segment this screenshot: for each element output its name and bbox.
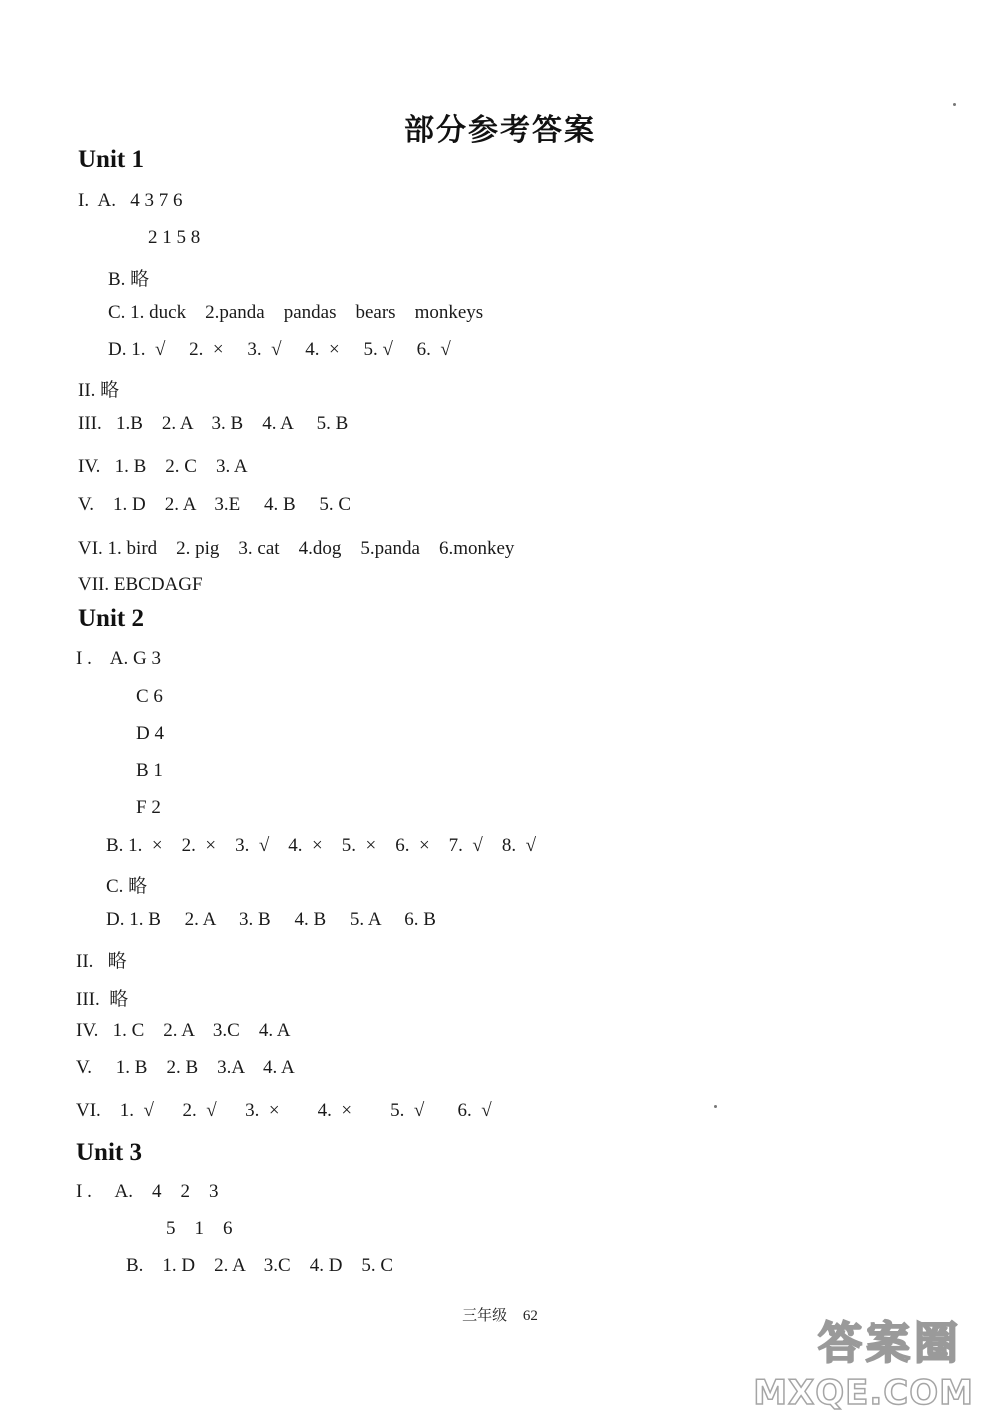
unit-2-line-9: II. 略 — [76, 951, 127, 972]
unit-1-line-1: I. A. 4 3 7 6 — [78, 190, 183, 211]
unit-1-line-8: IV. 1. B 2. C 3. A — [78, 456, 248, 477]
watermark-cn: 答案圈 — [818, 1318, 962, 1369]
unit-1-line-4: C. 1. duck 2.panda pandas bears monkeys — [108, 302, 484, 323]
unit-1-line-6: II. 略 — [78, 380, 120, 401]
unit-1-line-9: V. 1. D 2. A 3.E 4. B 5. C — [78, 494, 352, 515]
unit-1-line-11: VII. EBCDAGF — [78, 574, 203, 595]
unit-3-line-2: 5 1 6 — [166, 1218, 233, 1239]
unit-2-line-13: VI. 1. √ 2. √ 3. × 4. × 5. √ 6. √ — [76, 1100, 492, 1121]
unit-1-line-5: D. 1. √ 2. × 3. √ 4. × 5. √ 6. √ — [108, 339, 451, 360]
unit-1-line-3: B. 略 — [108, 269, 150, 290]
unit-2-line-4: B 1 — [136, 760, 163, 781]
footer-grade: 三年级 — [462, 1308, 508, 1324]
unit-2-line-1: I . A. G 3 — [76, 648, 161, 669]
unit-2-line-2: C 6 — [136, 686, 163, 707]
watermark-en: MXQE.COM — [753, 1373, 974, 1413]
unit-2-line-12: V. 1. B 2. B 3.A 4. A — [76, 1057, 295, 1078]
page-title: 部分参考答案 — [404, 113, 596, 148]
unit-2-line-5: F 2 — [136, 797, 161, 818]
page-footer — [0, 1304, 1000, 1325]
unit-3-line-3: B. 1. D 2. A 3.C 4. D 5. C — [126, 1255, 394, 1276]
unit-2-line-6: B. 1. × 2. × 3. √ 4. × 5. × 6. × 7. √ 8. √ — [106, 835, 537, 856]
scan-speck — [953, 103, 956, 106]
unit-1-heading: Unit 1 — [78, 146, 144, 173]
unit-2-line-11: IV. 1. C 2. A 3.C 4. A — [76, 1020, 291, 1041]
unit-1-line-7: III. 1.B 2. A 3. B 4. A 5. B — [78, 413, 349, 434]
unit-3-heading: Unit 3 — [76, 1139, 142, 1166]
unit-2-line-7: C. 略 — [106, 876, 148, 897]
unit-2-line-3: D 4 — [136, 723, 164, 744]
footer-page-number: 62 — [522, 1308, 538, 1324]
unit-3-line-1: I . A. 4 2 3 — [76, 1181, 219, 1202]
unit-2-line-8: D. 1. B 2. A 3. B 4. B 5. A 6. B — [106, 909, 436, 930]
unit-1-line-10: VI. 1. bird 2. pig 3. cat 4.dog 5.panda 6.monkey — [78, 538, 515, 559]
unit-2-heading: Unit 2 — [78, 605, 144, 632]
scan-speck — [714, 1105, 717, 1108]
unit-2-line-10: III. 略 — [76, 989, 129, 1010]
unit-1-line-2: 2 1 5 8 — [148, 227, 201, 248]
